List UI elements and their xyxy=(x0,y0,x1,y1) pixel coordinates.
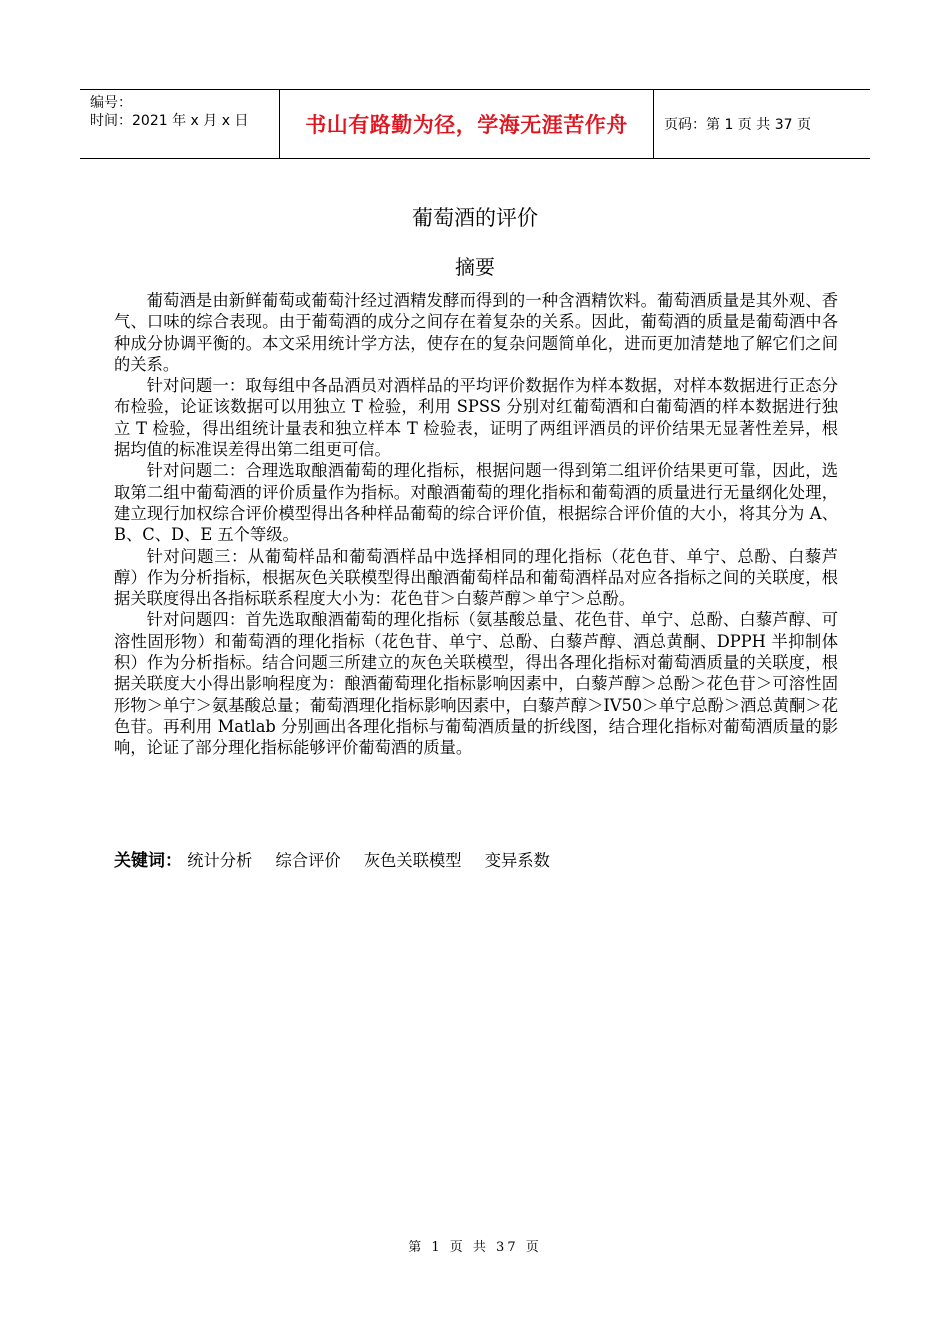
keyword: 变异系数 xyxy=(484,851,550,870)
keywords-label: 关键词： xyxy=(114,851,182,871)
number-label: 编号： xyxy=(90,95,132,111)
keyword: 综合评价 xyxy=(275,851,341,870)
paragraph-problem-2: 针对问题二：合理选取酿酒葡萄的理化指标，根据问题一得到第二组评价结果更可靠，因此，选取第二组中葡萄酒的评价质量作为指标。对酿酒葡萄的理化指标和葡萄酒的质量进行无量纲化处理，建立现行加权综合评价模型得出各种样品葡萄的综合评价值，根据综合评价值的大小，将其分为 A、B、C、D、E 五个等级。 xyxy=(114,461,838,545)
keyword: 统计分析 xyxy=(187,851,253,870)
abstract-heading: 摘要 xyxy=(455,255,495,279)
paragraph-intro: 葡萄酒是由新鲜葡萄或葡萄汁经过酒精发酵而得到的一种含酒精饮料。葡萄酒质量是其外观、香气、口味的综合表现。由于葡萄酒的成分之间存在着复杂的关系。因此，葡萄酒的质量是葡萄酒中各种成分协调平衡的。本文采用统计学方法，使存在的复杂问题简单化，进而更加清楚地了解它们之间的关系。 xyxy=(114,291,838,374)
document-title: 葡萄酒的评价 xyxy=(412,206,538,230)
date-label: 时间：2021 年 x 月 x 日 xyxy=(90,113,249,129)
keyword: 灰色关联模型 xyxy=(363,851,462,870)
abstract-body xyxy=(114,290,838,759)
paragraph-problem-3: 针对问题三：从葡萄样品和葡萄酒样品中选择相同的理化指标（花色苷、单宁、总酚、白藜芦醇）作为分析指标，根据灰色关联模型得出酿酒葡萄样品和葡萄酒样品对应各指标之间的关联度，根据关联度得出各指标联系程度大小为：花色苷＞白藜芦醇＞单宁＞总酚。 xyxy=(114,546,838,609)
header-motto: 书山有路勤为径，学海无涯苦作舟 xyxy=(280,90,654,158)
header-meta xyxy=(80,90,280,158)
paragraph-problem-4: 针对问题四：首先选取酿酒葡萄的理化指标（氨基酸总量、花色苷、单宁、总酚、白藜芦醇、可溶性固形物）和葡萄酒的理化指标（花色苷、单宁、总酚、白藜芦醇、酒总黄酮、DPPH 半抑制体积）作为分析指标。结合问题三所建立的灰色关联模型，得出各理化指标对葡萄酒质量的关联度，根据关联度大小得出影响程度为：酿酒葡萄理化指标影响因素中，白藜芦醇＞总酚＞花色苷＞可溶性固形物＞单宁＞氨基酸总量；葡萄酒理化指标影响因素中，白藜芦醇＞IV50＞单宁总酚＞酒总黄酮＞花色苷。再利用 Matlab 分别画出各理化指标与葡萄酒质量的折线图，结合理化指标对葡萄酒质量的影响，论证了部分理化指标能够评价葡萄酒的质量。 xyxy=(114,610,838,758)
document-header xyxy=(80,89,870,159)
page-footer: 第 1 页 共 37 页 xyxy=(408,1240,542,1255)
keywords-line xyxy=(114,846,568,871)
header-page-info: 页码：第 1 页 共 37 页 xyxy=(664,117,811,133)
paragraph-problem-1: 针对问题一：取每组中各品酒员对酒样品的平均评价数据作为样本数据，对样本数据进行正态分布检验，论证该数据可以用独立 T 检验，利用 SPSS 分别对红葡萄酒和白葡萄酒的样本数据进行独立 T 检验，得出组统计量表和独立样本 T 检验表，证明了两组评酒员的评价结果无显著性差异，根据均值的标准误差得出第二组更可信。 xyxy=(114,376,838,460)
